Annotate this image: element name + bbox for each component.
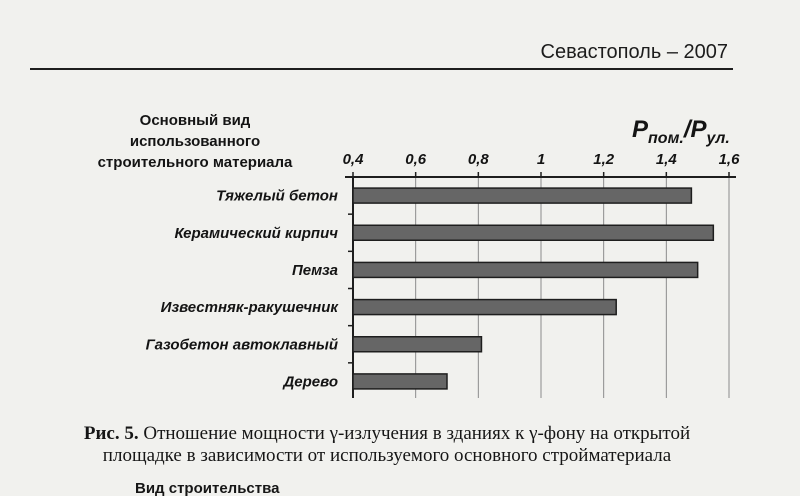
x-tick-label: 0,4 bbox=[342, 151, 364, 168]
category-label: Керамический кирпич bbox=[174, 224, 338, 242]
caption-line-1 bbox=[0, 423, 774, 445]
section-heading: Вид строительства bbox=[135, 480, 280, 496]
x-tick-label: 1,2 bbox=[593, 151, 615, 168]
x-axis-title-subscript: пом. bbox=[648, 130, 684, 147]
category-label: Дерево bbox=[283, 373, 338, 391]
y-axis-title-line: Основный вид bbox=[139, 112, 251, 129]
x-tick-label: 0,6 bbox=[405, 151, 427, 168]
category-label: Газобетон автоклавный bbox=[145, 336, 338, 354]
x-axis-title bbox=[632, 116, 730, 147]
y-axis-title-line: использованного bbox=[129, 133, 261, 150]
caption-line-2: площадке в зависимости от используемого основного стройматериала bbox=[102, 445, 672, 466]
caption-label: Рис. 5. bbox=[83, 423, 139, 444]
category-label: Пемза bbox=[291, 261, 338, 279]
x-tick-label: 1,6 bbox=[718, 151, 740, 168]
x-axis-title-subscript: ул. bbox=[706, 130, 730, 147]
x-axis-title-symbol: P bbox=[632, 116, 649, 143]
bar-1 bbox=[353, 188, 691, 203]
bar-4 bbox=[353, 300, 616, 315]
bar-6 bbox=[353, 374, 447, 389]
figure-caption bbox=[0, 423, 774, 467]
x-tick-label: 0,8 bbox=[467, 151, 489, 168]
x-tick-label: 1 bbox=[536, 151, 546, 168]
y-axis-title-line: строительного материала bbox=[97, 154, 293, 171]
bar-5 bbox=[353, 337, 481, 352]
caption-text-1: Отношение мощности γ-излучения в зданиях к γ-фону на открытой bbox=[143, 423, 691, 444]
x-tick-label: 1,4 bbox=[655, 151, 677, 168]
category-label: Известняк-ракушечник bbox=[160, 299, 338, 317]
category-label: Тяжелый бетон bbox=[216, 187, 338, 205]
bar-3 bbox=[353, 262, 698, 277]
x-axis-title-symbol: /P bbox=[683, 116, 707, 143]
bar-2 bbox=[353, 225, 713, 240]
running-header: Севастополь – 2007 bbox=[540, 41, 728, 63]
